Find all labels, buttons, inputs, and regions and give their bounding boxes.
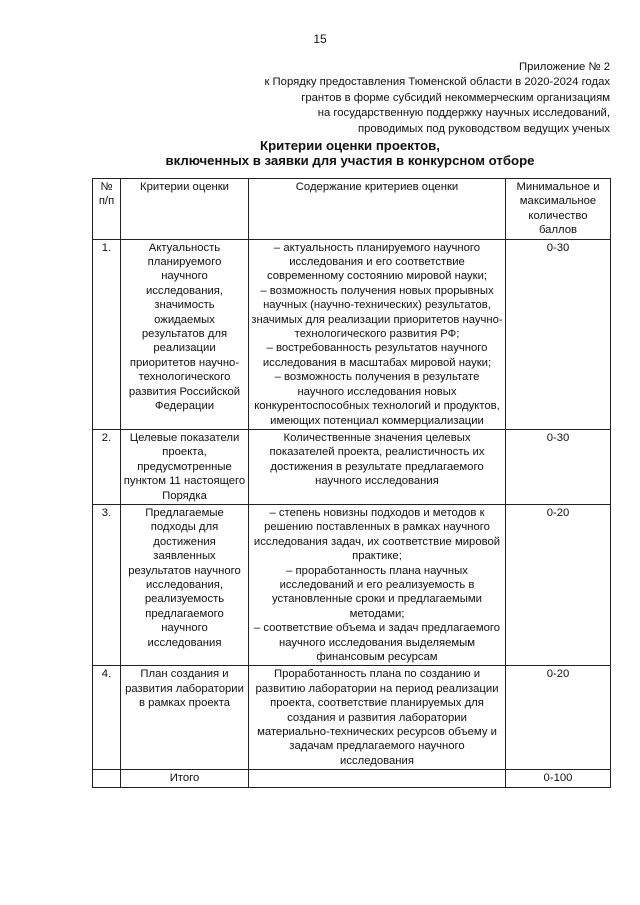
total-content-empty xyxy=(249,770,506,787)
row-score: 0-30 xyxy=(506,239,611,429)
content-item: – возможность получения в результате научного исследования новых конкурентоспособных технологий и продуктов, имеющих потенциал коммерциализации xyxy=(254,371,500,427)
row-criteria: Актуальность планируемого научного исследования, значимость ожидаемых результатов для реализации приоритетов научно-технологического развития Российской Федерации xyxy=(121,239,249,429)
content-item: – соответствие объема и задач предлагаемого научного исследования выделяемым финансовым ресурсам xyxy=(253,622,501,663)
page-number: 15 xyxy=(313,32,327,46)
row-num: 4. xyxy=(93,666,121,770)
appendix-header xyxy=(180,60,610,137)
header-criteria: Критерии оценки xyxy=(121,179,249,240)
row-criteria: Предлагаемые подходы для достижения заявленных результатов научного исследования, реализуемость предлагаемого научного исследования xyxy=(121,504,249,665)
row-content xyxy=(249,429,506,504)
row-num: 2. xyxy=(93,429,121,504)
appendix-line: проводимых под руководством ведущих ученых xyxy=(358,122,610,135)
row-content xyxy=(249,666,506,770)
row-score: 0-20 xyxy=(506,504,611,665)
table-total-row xyxy=(93,770,611,787)
total-score: 0-100 xyxy=(506,770,611,787)
content-item: – возможность получения новых прорывных научных (научно-технических) результатов, значимых для реализации приоритетов научно-технологического развития РФ; xyxy=(251,284,503,341)
total-label: Итого xyxy=(121,770,249,787)
header-score: Минимальное и максимальное количество баллов xyxy=(506,179,611,240)
row-content xyxy=(249,239,506,429)
appendix-line: Приложение № 2 xyxy=(519,61,610,73)
table-row xyxy=(93,429,611,504)
header-content: Содержание критериев оценки xyxy=(249,179,506,240)
content-item: Количественные значения целевых показателей проекта, реалистичность их достижения в результате предлагаемого научного исследования xyxy=(269,431,485,488)
content-item: – востребованность результатов научного исследования в масштабах мировой науки; xyxy=(262,342,492,369)
title-line-2: включенных в заявки для участия в конкурсном отборе xyxy=(165,153,535,168)
content-item: – степень новизны подходов и методов к решению поставленных в рамках научного исследования задач, их соответствие мировой практике; xyxy=(253,506,501,563)
row-content xyxy=(249,504,506,665)
row-criteria: План создания и развития лаборатории в рамках проекта xyxy=(121,666,249,770)
row-num: 3. xyxy=(93,504,121,665)
total-num-empty xyxy=(93,770,121,787)
table-row xyxy=(93,239,611,429)
content-item: – проработанность плана научных исследований и его реализуемость в установленные сроки и предлагаемыми методами; xyxy=(271,564,482,620)
content-item: – актуальность планируемого научного исследования и его соответствие современному состоянию мировой науки; xyxy=(266,241,488,283)
row-score: 0-30 xyxy=(506,429,611,504)
appendix-line: грантов в форме субсидий некоммерческим организациям xyxy=(301,91,610,104)
table-row xyxy=(93,504,611,665)
appendix-line: на государственную поддержку научных исследований, xyxy=(317,107,610,120)
criteria-table xyxy=(92,178,611,788)
header-num: № п/п xyxy=(93,179,121,240)
row-num: 1. xyxy=(93,239,121,429)
title-line-1: Критерии оценки проектов, xyxy=(260,138,440,153)
table-row xyxy=(93,666,611,770)
document-title xyxy=(90,138,610,168)
row-score: 0-20 xyxy=(506,666,611,770)
content-item: Проработанность плана по созданию и развитию лаборатории на период реализации проекта, соответствие планируемых для создания и развития лаборатории материально-технических ресурсов объему и задачам предлагаемого научного исследования xyxy=(255,668,499,767)
row-criteria: Целевые показатели проекта, предусмотренные пунктом 11 настоящего Порядка xyxy=(121,429,249,504)
table-header-row xyxy=(93,179,611,240)
appendix-line: к Порядку предоставления Тюменской области в 2020-2024 годах xyxy=(264,76,610,89)
